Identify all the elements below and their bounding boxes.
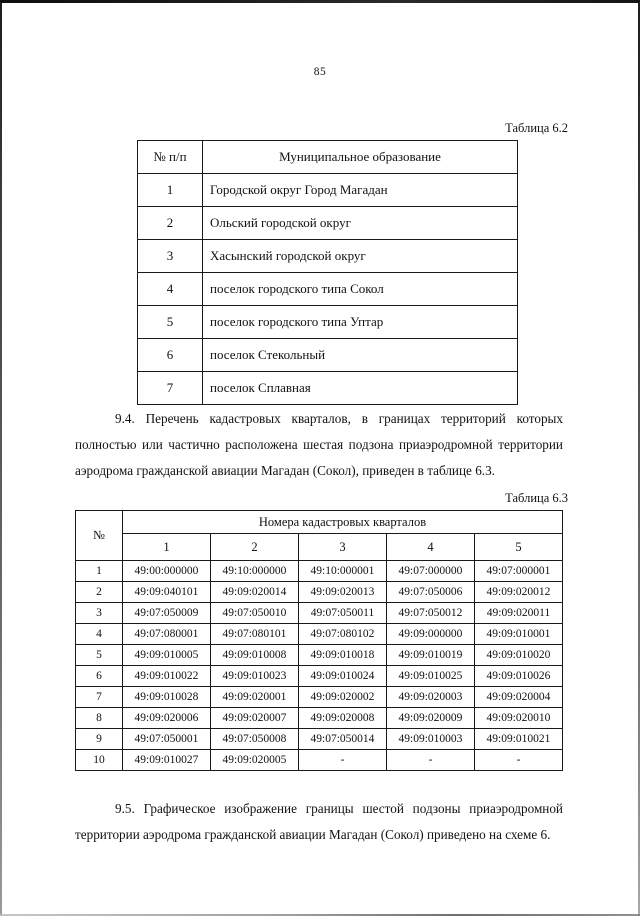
table-62-cell-num: 2 xyxy=(138,207,203,240)
table-63-header-col-1: 1 xyxy=(123,534,211,561)
table-62-header-num: № п/п xyxy=(138,141,203,174)
paragraph-9-4: 9.4. Перечень кадастровых кварталов, в границах территорий которых полностью или частично расположена шестая подзона приаэродромной территории аэродрома гражданской авиации Магадан (Сокол), приведен в таблице 6.3. xyxy=(75,411,563,479)
table-row xyxy=(76,603,563,624)
table-63-cell-no: 6 xyxy=(76,666,123,687)
table-63-cell: 49:09:010021 xyxy=(475,729,563,750)
table-cadastral-quarters xyxy=(75,510,563,771)
table-63-cell: 49:09:020010 xyxy=(475,708,563,729)
table-63-cell: 49:09:010001 xyxy=(475,624,563,645)
table-63-cell: 49:10:000001 xyxy=(299,561,387,582)
table-62-cell-num: 6 xyxy=(138,339,203,372)
table-62-caption: Таблица 6.2 xyxy=(505,121,568,135)
table-63-cell: - xyxy=(475,750,563,771)
table-63-cell: 49:09:020011 xyxy=(475,603,563,624)
table-row-group-header xyxy=(76,511,563,534)
table-62-cell-name: поселок Стекольный xyxy=(203,339,518,372)
table-row xyxy=(138,339,518,372)
table-63-header-col-3: 3 xyxy=(299,534,387,561)
table-63-caption: Таблица 6.3 xyxy=(505,491,568,505)
table-63-cell: 49:09:020002 xyxy=(299,687,387,708)
table-63-cell: 49:09:020001 xyxy=(211,687,299,708)
table-63-cell: 49:00:000000 xyxy=(123,561,211,582)
table-63-cell: 49:09:010022 xyxy=(123,666,211,687)
table-63-cell: 49:09:010023 xyxy=(211,666,299,687)
table-62-cell-num: 4 xyxy=(138,273,203,306)
page-number: 85 xyxy=(313,66,327,78)
table-62-cell-num: 5 xyxy=(138,306,203,339)
table-row xyxy=(138,207,518,240)
table-63-cell: 49:09:010019 xyxy=(387,645,475,666)
table-63-cell: - xyxy=(387,750,475,771)
table-63-cell-no: 1 xyxy=(76,561,123,582)
table-63-cell: 49:10:000000 xyxy=(211,561,299,582)
table-63-cell: 49:09:020012 xyxy=(475,582,563,603)
table-63-body xyxy=(76,511,563,771)
table-63-cell: 49:09:010003 xyxy=(387,729,475,750)
table-62-cell-name: Ольский городской округ xyxy=(203,207,518,240)
table-63-cell: 49:09:020007 xyxy=(211,708,299,729)
table-63-cell: 49:09:010025 xyxy=(387,666,475,687)
table-63-cell: 49:09:020005 xyxy=(211,750,299,771)
table-63-header-group: Номера кадастровых кварталов xyxy=(123,511,563,534)
table-63-cell: 49:09:020009 xyxy=(387,708,475,729)
table-63-header-col-5: 5 xyxy=(475,534,563,561)
table-63-cell: 49:07:050011 xyxy=(299,603,387,624)
table-63-cell: 49:07:080102 xyxy=(299,624,387,645)
table-row xyxy=(76,645,563,666)
table-row xyxy=(138,240,518,273)
table-63-cell: 49:09:010026 xyxy=(475,666,563,687)
table-row-header xyxy=(138,141,518,174)
table-row xyxy=(76,561,563,582)
table-63-header-col-4: 4 xyxy=(387,534,475,561)
table-municipalities xyxy=(137,140,518,405)
table-63-cell-no: 7 xyxy=(76,687,123,708)
table-63-header-col-2: 2 xyxy=(211,534,299,561)
table-63-cell: 49:09:010008 xyxy=(211,645,299,666)
table-row xyxy=(76,666,563,687)
table-row xyxy=(138,372,518,405)
table-63-cell: 49:07:000000 xyxy=(387,561,475,582)
table-63-header-no: № xyxy=(76,511,123,561)
table-row xyxy=(76,624,563,645)
table-row xyxy=(76,708,563,729)
table-63-cell: 49:07:080001 xyxy=(123,624,211,645)
table-63-cell: 49:07:050001 xyxy=(123,729,211,750)
table-row xyxy=(76,750,563,771)
table-63-cell: 49:07:050010 xyxy=(211,603,299,624)
table-63-cell-no: 4 xyxy=(76,624,123,645)
table-63-cell: 49:09:040101 xyxy=(123,582,211,603)
table-63-cell-no: 10 xyxy=(76,750,123,771)
table-62-body xyxy=(138,141,518,405)
table-63-cell-no: 3 xyxy=(76,603,123,624)
table-row xyxy=(76,582,563,603)
table-63-cell: 49:09:020006 xyxy=(123,708,211,729)
table-63-cell-no: 2 xyxy=(76,582,123,603)
table-62-cell-num: 3 xyxy=(138,240,203,273)
table-62-header-name: Муниципальное образование xyxy=(203,141,518,174)
table-63-cell: 49:09:020004 xyxy=(475,687,563,708)
table-63-cell: 49:09:010020 xyxy=(475,645,563,666)
table-63-cell: 49:09:020013 xyxy=(299,582,387,603)
table-62-cell-name: поселок городского типа Сокол xyxy=(203,273,518,306)
table-row-column-header xyxy=(76,534,563,561)
table-63-cell-no: 9 xyxy=(76,729,123,750)
table-63-cell: 49:09:010024 xyxy=(299,666,387,687)
table-62-cell-name: поселок городского типа Уптар xyxy=(203,306,518,339)
table-63-cell: 49:07:050014 xyxy=(299,729,387,750)
table-63-cell: 49:07:050006 xyxy=(387,582,475,603)
table-63-cell: 49:09:010018 xyxy=(299,645,387,666)
table-63-cell: 49:09:020014 xyxy=(211,582,299,603)
table-63-cell: 49:09:010028 xyxy=(123,687,211,708)
table-62-cell-name: поселок Сплавная xyxy=(203,372,518,405)
table-63-cell: 49:07:050012 xyxy=(387,603,475,624)
table-row xyxy=(76,687,563,708)
table-62-cell-num: 1 xyxy=(138,174,203,207)
table-63-cell: 49:09:010005 xyxy=(123,645,211,666)
table-row xyxy=(138,273,518,306)
table-63-cell: 49:09:020003 xyxy=(387,687,475,708)
table-63-cell: 49:09:010027 xyxy=(123,750,211,771)
paragraph-9-5: 9.5. Графическое изображение границы шестой подзоны приаэродромной территории аэродрома гражданской авиации Магадан (Сокол) приведено на схеме 6. xyxy=(75,801,563,843)
table-row xyxy=(138,306,518,339)
table-63-cell: 49:09:020008 xyxy=(299,708,387,729)
table-63-cell-no: 5 xyxy=(76,645,123,666)
table-row xyxy=(138,174,518,207)
table-63-cell: - xyxy=(299,750,387,771)
table-63-cell: 49:07:050009 xyxy=(123,603,211,624)
table-63-cell: 49:07:000001 xyxy=(475,561,563,582)
table-63-cell-no: 8 xyxy=(76,708,123,729)
table-62-cell-name: Городской округ Город Магадан xyxy=(203,174,518,207)
table-63-cell: 49:07:080101 xyxy=(211,624,299,645)
table-62-cell-num: 7 xyxy=(138,372,203,405)
table-row xyxy=(76,729,563,750)
table-63-cell: 49:09:000000 xyxy=(387,624,475,645)
table-63-cell: 49:07:050008 xyxy=(211,729,299,750)
table-62-cell-name: Хасынский городской округ xyxy=(203,240,518,273)
